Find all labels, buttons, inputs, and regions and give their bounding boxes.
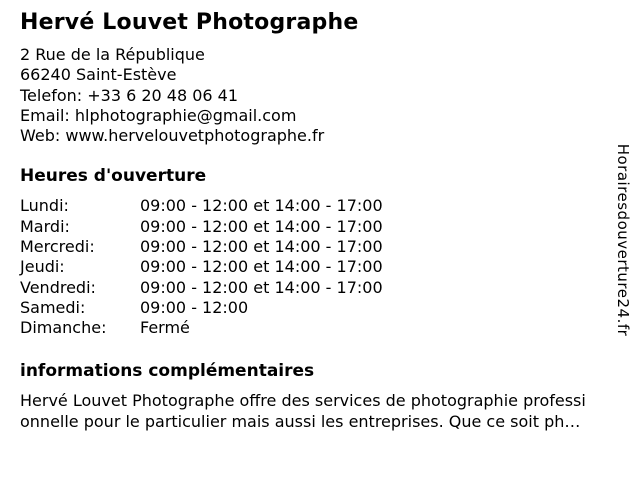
address-street: 2 Rue de la République	[20, 45, 205, 64]
hours-row-friday	[20, 278, 640, 298]
page-title: Hervé Louvet Photographe	[20, 10, 359, 35]
description-line-2: onnelle pour le particulier mais aussi les entreprises. Que ce soit ph…	[20, 412, 581, 432]
hours-row-wednesday	[20, 237, 640, 257]
day-hours: 09:00 - 12:00	[140, 297, 249, 317]
hours-row-tuesday	[20, 217, 640, 237]
email-line: Email: hlphotographie@gmail.com	[20, 105, 297, 125]
day-hours: 09:00 - 12:00 et 14:00 - 17:00	[140, 257, 383, 277]
phone-line: Telefon: +33 6 20 48 06 41	[20, 85, 239, 105]
additional-info-heading: informations complémentaires	[20, 360, 315, 381]
hours-row-sunday	[20, 318, 640, 338]
day-label: Vendredi:	[20, 277, 96, 297]
day-hours: 09:00 - 12:00 et 14:00 - 17:00	[140, 277, 383, 297]
hours-row-saturday	[20, 298, 640, 318]
day-label: Jeudi:	[20, 257, 65, 277]
hours-row-monday	[20, 196, 640, 216]
day-label: Samedi:	[20, 297, 86, 317]
day-hours: Fermé	[140, 318, 190, 338]
address-city: 66240 Saint-Estève	[20, 65, 177, 85]
day-hours: 09:00 - 12:00 et 14:00 - 17:00	[140, 237, 383, 257]
day-label: Mercredi:	[20, 237, 95, 257]
description-line-1: Hervé Louvet Photographe offre des services de photographie professi	[20, 390, 586, 410]
day-label: Mardi:	[20, 216, 70, 236]
opening-hours-heading: Heures d'ouverture	[20, 166, 207, 187]
web-line: Web: www.hervelouvetphotographe.fr	[20, 126, 325, 146]
opening-hours-table	[20, 196, 640, 338]
business-description	[20, 390, 640, 433]
day-hours: 09:00 - 12:00 et 14:00 - 17:00	[140, 196, 383, 216]
hours-row-thursday	[20, 257, 640, 277]
day-label: Dimanche:	[20, 318, 107, 338]
day-hours: 09:00 - 12:00 et 14:00 - 17:00	[140, 216, 383, 236]
day-label: Lundi:	[20, 196, 69, 216]
contact-info	[20, 45, 640, 146]
watermark-vertical-text: Horairesdouverture24.fr	[614, 143, 632, 337]
